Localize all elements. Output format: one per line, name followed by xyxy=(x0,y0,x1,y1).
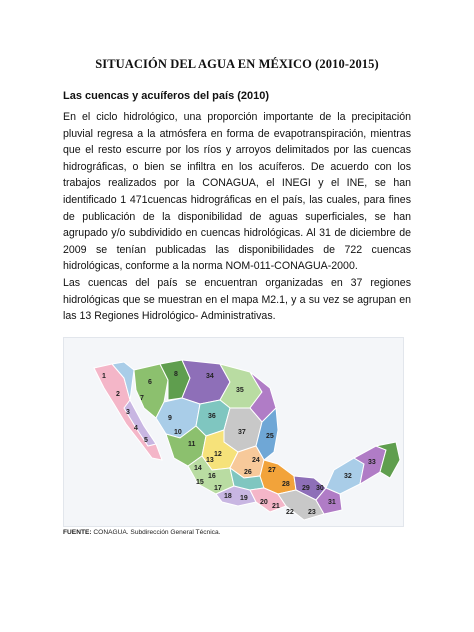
region-label: 23 xyxy=(308,509,316,516)
region-label: 4 xyxy=(134,425,138,432)
region-label: 3 xyxy=(126,409,130,416)
section-heading: Las cuencas y acuíferos del país (2010) xyxy=(63,90,270,102)
region-label: 16 xyxy=(208,473,216,480)
region-label: 13 xyxy=(206,457,214,464)
region-label: 24 xyxy=(252,457,260,464)
region-label: 33 xyxy=(368,459,376,466)
region-label: 25 xyxy=(266,433,274,440)
region-label: 37 xyxy=(238,429,246,436)
region-label: 27 xyxy=(268,467,276,474)
region-label: 14 xyxy=(194,465,202,472)
region-label: 29 xyxy=(302,485,310,492)
region-label: 1 xyxy=(102,373,106,380)
region-label: 20 xyxy=(260,499,268,506)
region-label: 9 xyxy=(168,415,172,422)
page-title: SITUACIÓN DEL AGUA EN MÉXICO (2010-2015) xyxy=(95,57,379,71)
region-label: 32 xyxy=(344,473,352,480)
region-label: 22 xyxy=(286,509,294,516)
region-label: 12 xyxy=(214,451,222,458)
mexico-map-svg xyxy=(64,338,404,527)
region-label: 17 xyxy=(214,485,222,492)
figure-caption xyxy=(63,529,220,536)
region-label: 6 xyxy=(148,379,152,386)
region-label: 15 xyxy=(196,479,204,486)
region-label: 34 xyxy=(206,373,214,380)
region-label: 8 xyxy=(174,371,178,378)
region-label: 21 xyxy=(272,503,280,510)
region-label: 35 xyxy=(236,387,244,394)
caption-source-text: CONAGUA. Subdirección General Técnica. xyxy=(93,529,221,536)
region-label: 26 xyxy=(244,469,252,476)
region-label: 18 xyxy=(224,493,232,500)
caption-source-label: FUENTE: xyxy=(63,529,92,536)
paragraph-1: En el ciclo hidrológico, una proporción importante de la precipitación pluvial regresa a la atmósfera en forma de evapotranspiración, mientras que el resto escurre por los ríos y arroyos delimitados por las cuencas hidrográficas, o bien se infiltra en los acuíferos. De acuerdo con los trabajos realizados por la CONAGUA, el INEGI y el INE, se han identificado 1 471cuencas hidrográficas en el país, las cuales, para fines de publicación de la disponibilidad de aguas superficiales, se han agrupado y/o subdividido en cuencas hidrológicas. Al 31 de diciembre de 2009 se tenían publicadas las disponibilidades de 722 cuencas hidrológicas, conforme a la norma NOM-011-CONAGUA-2000. xyxy=(63,111,411,273)
region-label: 31 xyxy=(328,499,336,506)
hydrological-regions-map xyxy=(63,337,404,527)
region-label: 11 xyxy=(188,441,196,448)
region-label: 28 xyxy=(282,481,290,488)
paragraph-2: Las cuencas del país se encuentran organizadas en 37 regiones hidrológicas que se muestran en el mapa M2.1, y a su vez se agrupan en las 13 Regiones Hidrológico- Administrativas. xyxy=(63,277,411,323)
region-label: 19 xyxy=(240,495,248,502)
region-label: 30 xyxy=(316,485,324,492)
region-label: 7 xyxy=(140,395,144,402)
region-label: 10 xyxy=(174,429,182,436)
region-label: 36 xyxy=(208,413,216,420)
region-label: 2 xyxy=(116,391,120,398)
region-label: 5 xyxy=(144,437,148,444)
